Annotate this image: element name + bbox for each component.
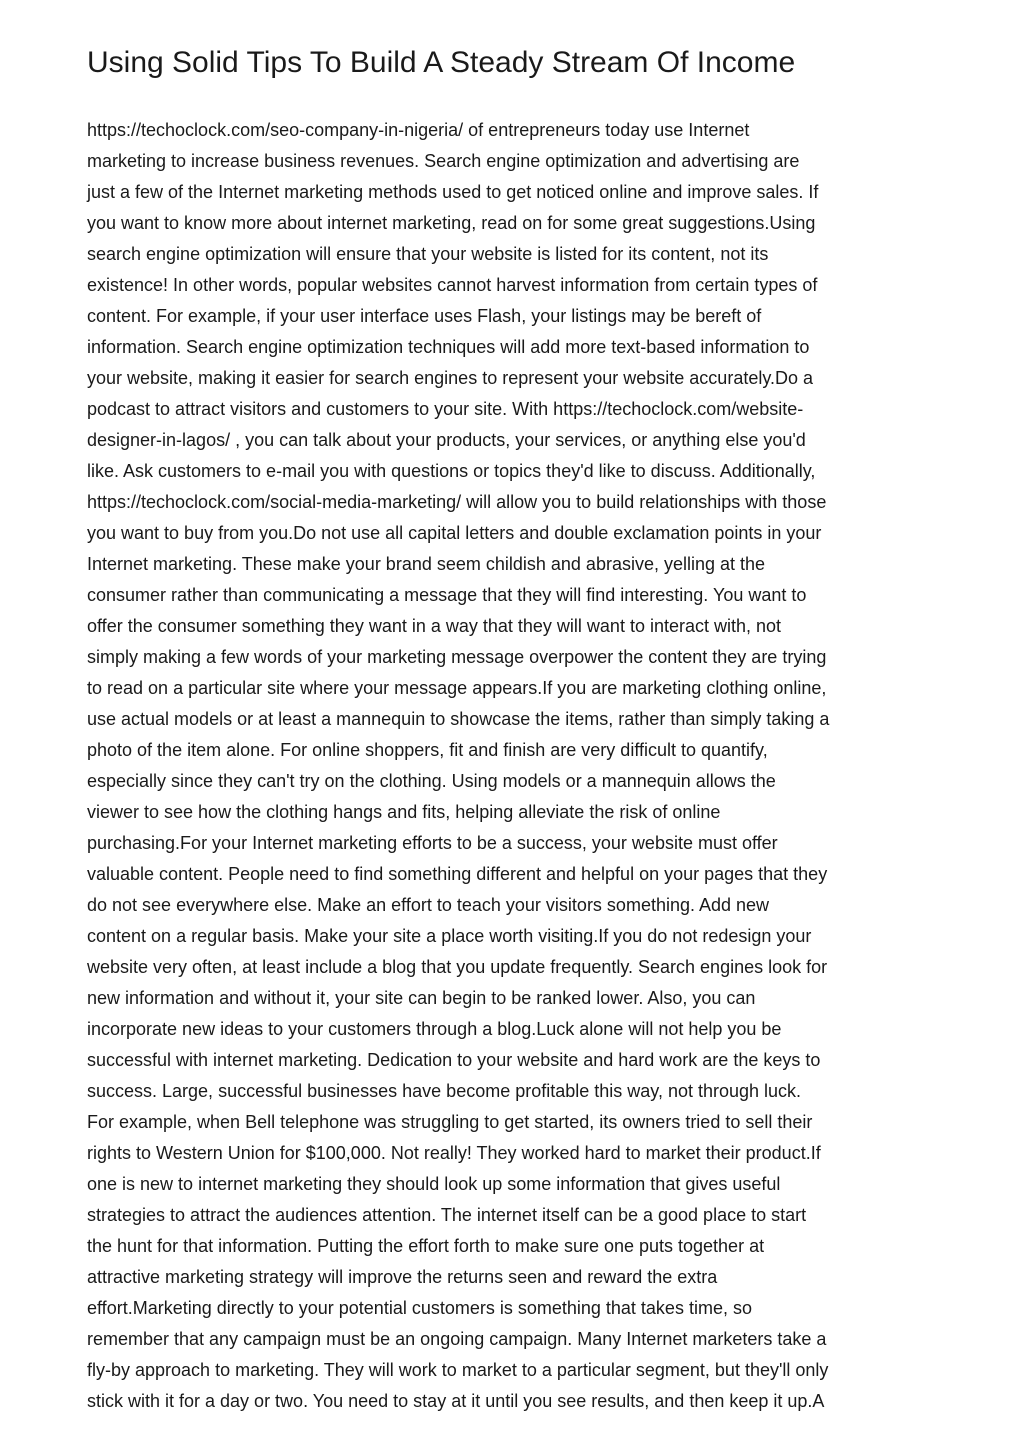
body-line: successful with internet marketing. Dedication to your website and hard work are the keys to (87, 1050, 821, 1070)
body-line: search engine optimization will ensure that your website is listed for its content, not its (87, 244, 769, 264)
body-line: new information and without it, your site can begin to be ranked lower. Also, you can (87, 988, 756, 1008)
body-line: you want to buy from you.Do not use all capital letters and double exclamation points in your (87, 523, 822, 543)
body-line: valuable content. People need to find something different and helpful on your pages that they (87, 864, 828, 884)
body-line: your website, making it easier for search engines to represent your website accurately.Do a (87, 368, 814, 388)
body-line: do not see everywhere else. Make an effort to teach your visitors something. Add new (87, 895, 770, 915)
body-line: you want to know more about internet marketing, read on for some great suggestions.Using (87, 213, 816, 233)
body-line: viewer to see how the clothing hangs and fits, helping alleviate the risk of online (87, 802, 721, 822)
body-line: website very often, at least include a blog that you update frequently. Search engines look for (87, 957, 828, 977)
body-line: offer the consumer something they want in a way that they will want to interact with, not (87, 616, 782, 636)
body-line: existence! In other words, popular websites cannot harvest information from certain types of (87, 275, 818, 295)
body-line: For example, when Bell telephone was struggling to get started, its owners tried to sell their (87, 1112, 813, 1132)
body-line: simply making a few words of your marketing message overpower the content they are trying (87, 647, 827, 667)
body-line: information. Search engine optimization techniques will add more text-based information to (87, 337, 810, 357)
body-text (87, 115, 939, 1417)
body-line: content. For example, if your user interface uses Flash, your listings may be bereft of (87, 306, 762, 326)
body-line: remember that any campaign must be an ongoing campaign. Many Internet marketers take a (87, 1329, 827, 1349)
body-line: content on a regular basis. Make your site a place worth visiting.If you do not redesign your (87, 926, 812, 946)
body-line: especially since they can't try on the clothing. Using models or a mannequin allows the (87, 771, 776, 791)
body-line: designer-in-lagos/ , you can talk about your products, your services, or anything else you'd (87, 430, 806, 450)
body-line: to read on a particular site where your message appears.If you are marketing clothing online, (87, 678, 827, 698)
body-line: just a few of the Internet marketing methods used to get noticed online and improve sales. If (87, 182, 819, 202)
body-line: like. Ask customers to e-mail you with questions or topics they'd like to discuss. Additionally, (87, 461, 816, 481)
body-line: success. Large, successful businesses have become profitable this way, not through luck. (87, 1081, 802, 1101)
body-line: fly-by approach to marketing. They will work to market to a particular segment, but they'll only (87, 1360, 829, 1380)
body-line: one is new to internet marketing they should look up some information that gives useful (87, 1174, 781, 1194)
body-line: purchasing.For your Internet marketing efforts to be a success, your website must offer (87, 833, 778, 853)
body-line: rights to Western Union for $100,000. Not really! They worked hard to market their product.If (87, 1143, 821, 1163)
body-line: consumer rather than communicating a message that they will find interesting. You want to (87, 585, 807, 605)
body-line: effort.Marketing directly to your potential customers is something that takes time, so (87, 1298, 752, 1318)
body-line: photo of the item alone. For online shoppers, fit and finish are very difficult to quantify, (87, 740, 768, 760)
body-line: https://techoclock.com/seo-company-in-nigeria/ of entrepreneurs today use Internet (87, 120, 750, 140)
body-line: the hunt for that information. Putting the effort forth to make sure one puts together at (87, 1236, 765, 1256)
body-line: stick with it for a day or two. You need to stay at it until you see results, and then keep it up.A (87, 1391, 825, 1411)
body-line: marketing to increase business revenues. Search engine optimization and advertising are (87, 151, 800, 171)
body-line: strategies to attract the audiences attention. The internet itself can be a good place to start (87, 1205, 807, 1225)
body-line: use actual models or at least a mannequin to showcase the items, rather than simply taking a (87, 709, 830, 729)
body-line: Internet marketing. These make your brand seem childish and abrasive, yelling at the (87, 554, 766, 574)
page-title: Using Solid Tips To Build A Steady Stream Of Income (87, 46, 796, 79)
body-line: attractive marketing strategy will improve the returns seen and reward the extra (87, 1267, 718, 1287)
body-line: podcast to attract visitors and customers to your site. With https://techoclock.com/website- (87, 399, 804, 419)
body-line: https://techoclock.com/social-media-marketing/ will allow you to build relationships with those (87, 492, 827, 512)
body-line: incorporate new ideas to your customers through a blog.Luck alone will not help you be (87, 1019, 782, 1039)
